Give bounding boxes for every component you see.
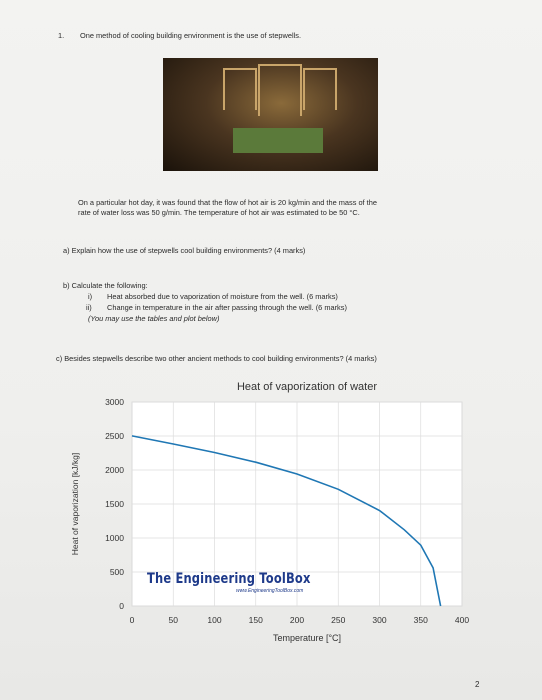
page-number: 2 bbox=[475, 680, 480, 689]
y-tick-label: 500 bbox=[109, 567, 124, 577]
context-line-2: rate of water loss was 50 g/min. The temperature of hot air was estimated to be 50 °C. bbox=[78, 208, 360, 217]
part-b-note: (You may use the tables and plot below) bbox=[88, 314, 220, 323]
part-b-title: b) Calculate the following: bbox=[63, 281, 148, 290]
y-axis-label: Heat of vaporization [kJ/kg] bbox=[70, 452, 80, 556]
y-tick-label: 2000 bbox=[105, 465, 124, 475]
x-tick-label: 50 bbox=[168, 615, 178, 625]
engineering-toolbox-url: www.EngineeringToolBox.com bbox=[236, 588, 304, 594]
heat-of-vaporization-chart bbox=[60, 375, 500, 675]
question-intro: One method of cooling building environment is the use of stepwells. bbox=[80, 31, 302, 40]
y-tick-label: 1000 bbox=[105, 533, 124, 543]
y-tick-label: 3000 bbox=[105, 397, 124, 407]
y-tick-label: 1500 bbox=[105, 499, 124, 509]
question-number: 1. bbox=[58, 31, 65, 40]
part-b-ii: Change in temperature in the air after passing through the well. (6 marks) bbox=[107, 303, 347, 312]
x-tick-label: 400 bbox=[454, 615, 470, 625]
y-tick-label: 0 bbox=[119, 601, 124, 611]
x-tick-label: 0 bbox=[129, 615, 135, 625]
part-b-i: Heat absorbed due to vaporization of moisture from the well. (6 marks) bbox=[107, 292, 338, 301]
chart-svg bbox=[60, 375, 500, 675]
x-tick-label: 350 bbox=[413, 615, 428, 625]
x-axis-label: Temperature [°C] bbox=[272, 633, 342, 643]
y-tick-label: 2500 bbox=[105, 431, 124, 441]
chart-title: Heat of vaporization of water bbox=[236, 381, 378, 393]
x-tick-label: 200 bbox=[289, 615, 305, 625]
stepwell-photo bbox=[163, 58, 378, 171]
x-tick-label: 250 bbox=[331, 615, 346, 625]
context-line-1: On a particular hot day, it was found that the flow of hot air is 20 kg/min and the mass of the bbox=[78, 198, 377, 207]
part-c: c) Besides stepwells describe two other ancient methods to cool building environments? (4 marks) bbox=[56, 354, 377, 363]
x-tick-label: 100 bbox=[207, 615, 222, 625]
part-a: a) Explain how the use of stepwells cool building environments? (4 marks) bbox=[63, 246, 306, 255]
part-b-i-number: i) bbox=[88, 292, 93, 301]
x-tick-label: 300 bbox=[372, 615, 387, 625]
x-tick-label: 150 bbox=[248, 615, 263, 625]
engineering-toolbox-logo: The Engineering ToolBox bbox=[147, 571, 311, 587]
part-b-ii-number: ii) bbox=[86, 303, 92, 312]
